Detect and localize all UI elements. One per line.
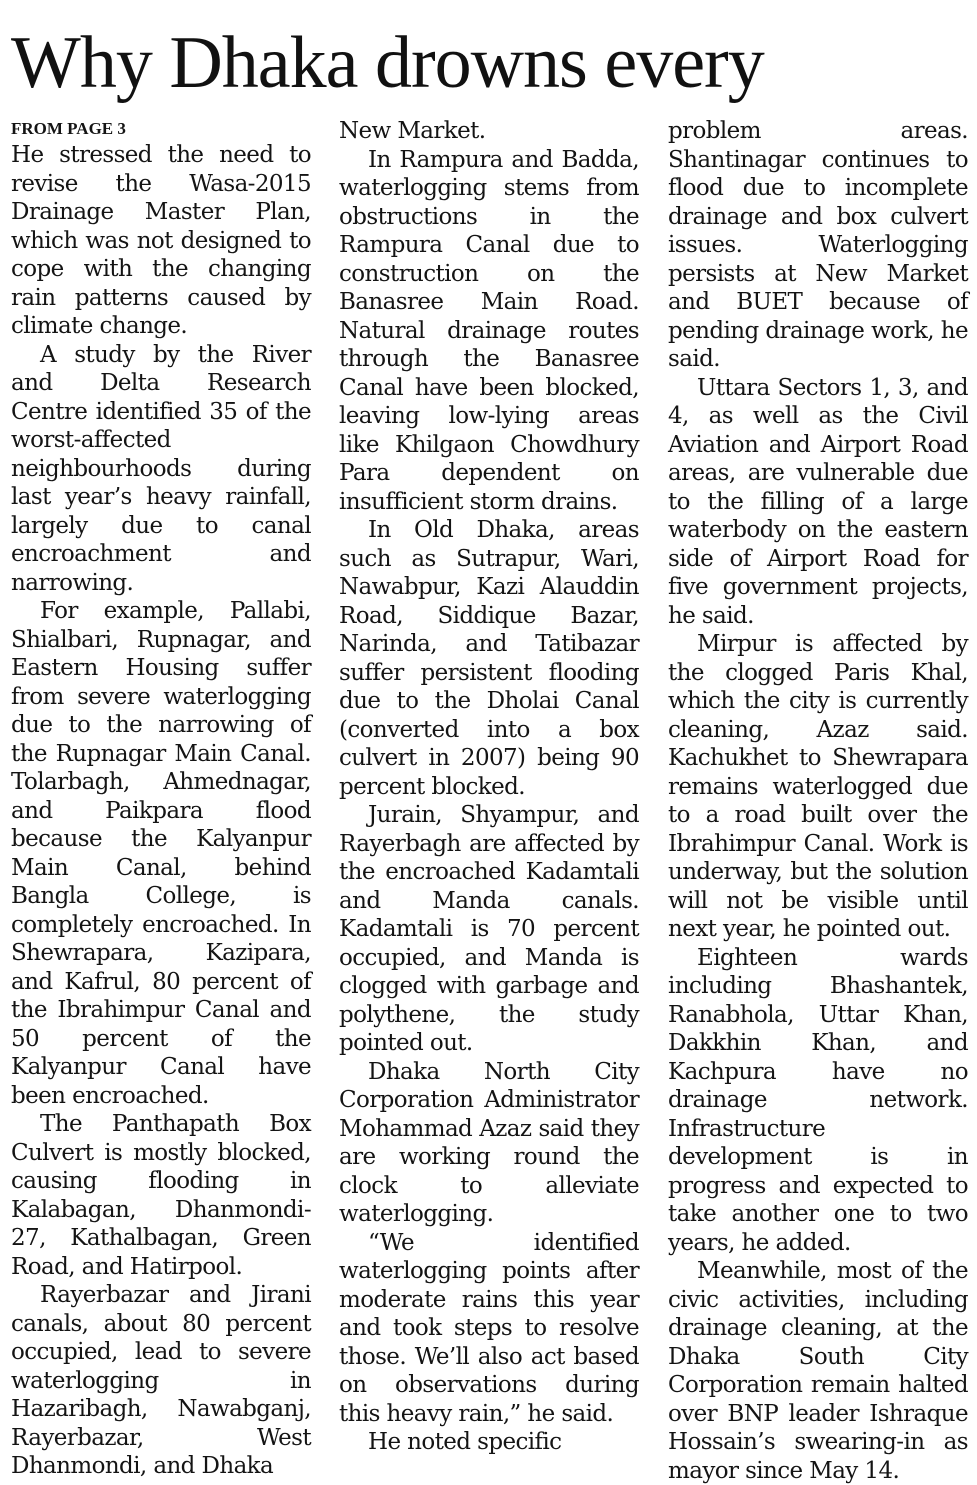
paragraph: Meanwhile, most of the civic activities, including drainage cleaning, at the Dhaka South City Corporation remain halted over BNP leader Ishraque Hossain’s swearing-in as mayor since May 14. <box>668 1258 968 1484</box>
paragraph: Uttara Sectors 1, 3, and 4, as well as the Civil Aviation and Airport Road areas, are vulnerable due to the filling of a large waterbody on the eastern side of Airport Road for five government projects, he said. <box>668 374 968 629</box>
continued-from-label: FROM PAGE 3 <box>11 119 126 138</box>
paragraph: Jurain, Shyampur, and Rayerbagh are affected by the encroached Kadamtali and Manda canals. Kadamtali is 70 percent occupied, and Manda is clogged with garbage and polythene, the study pointed out. <box>339 802 639 1056</box>
headline: Why Dhaka drowns every <box>11 22 764 104</box>
paragraph: He stressed the need to revise the Wasa-2015 Drainage Master Plan, which was not designed to cope with the changing rain patterns caused by climate change. <box>11 142 311 339</box>
paragraph: For example, Pallabi, Shialbari, Rupnagar, and Eastern Housing suffer from severe waterlogging due to the narrowing of the Rupnagar Main Canal. Tolarbagh, Ahmednagar, and Paikpara flood because the Kalyanpur Main Canal, behind Bangla College, is completely encroached. In Shewrapara, Kazipara, and Kafrul, 80 percent of the Ibrahimpur Canal and 50 percent of the Kalyanpur Canal have been encroached. <box>11 598 311 1109</box>
paragraph: In Old Dhaka, areas such as Sutrapur, Wari, Nawabpur, Kazi Alauddin Road, Siddique Bazar, Narinda, and Tatibazar suffer persistent flooding due to the Dholai Canal (converted into a box culvert in 2007) being 90 percent blocked. <box>339 517 639 800</box>
article-column-3 <box>668 117 968 1484</box>
article-column-1 <box>11 119 311 1479</box>
paragraph: Mirpur is affected by the clogged Paris Khal, which the city is currently cleaning, Azaz said. Kachukhet to Shewrapara remains waterlogged due to a road built over the Ibrahimpur Canal. Work is underway, but the solution will not be visible until next year, he pointed out. <box>668 631 968 942</box>
paragraph: Dhaka North City Corporation Administrator Mohammad Azaz said they are working round the clock to alleviate waterlogging. <box>339 1058 639 1227</box>
paragraph: A study by the River and Delta Research Centre identified 35 of the worst-affected neighbourhoods during last year’s heavy rainfall, largely due to canal encroachment and narrowing. <box>11 341 311 596</box>
paragraph: The Panthapath Box Culvert is mostly blocked, causing flooding in Kalabagan, Dhanmondi-27, Kathalbagan, Green Road, and Hatirpool. <box>11 1111 311 1280</box>
paragraph: In Rampura and Badda, waterlogging stems from obstructions in the Rampura Canal due to construction on the Banasree Main Road. Natural drainage routes through the Banasree Canal have been blocked, leaving low-lying areas like Khilgaon Chowdhury Para dependent on insufficient storm drains. <box>339 146 639 515</box>
paragraph: He noted specific <box>368 1429 562 1455</box>
paragraph: New Market. <box>339 118 486 144</box>
paragraph: Rayerbazar and Jirani canals, about 80 percent occupied, lead to severe waterlogging in Hazaribagh, Nawabganj, Rayerbazar, West Dhanmondi, and Dhaka <box>11 1282 311 1479</box>
article-column-2 <box>339 117 639 1461</box>
paragraph: “We identified waterlogging points after moderate rains this year and took steps to resolve those. We’ll also act based on observations during this heavy rain,” he said. <box>339 1229 639 1427</box>
paragraph: Eighteen wards including Bhashantek, Ranabhola, Uttar Khan, Dakkhin Khan, and Kachpura have no drainage network. Infrastructure development is in progress and expected to take another one to two years, he added. <box>668 944 968 1256</box>
paragraph: problem areas. Shantinagar continues to flood due to incomplete drainage and box culvert issues. Waterlogging persists at New Market and BUET because of pending drainage work, he said. <box>668 118 968 372</box>
